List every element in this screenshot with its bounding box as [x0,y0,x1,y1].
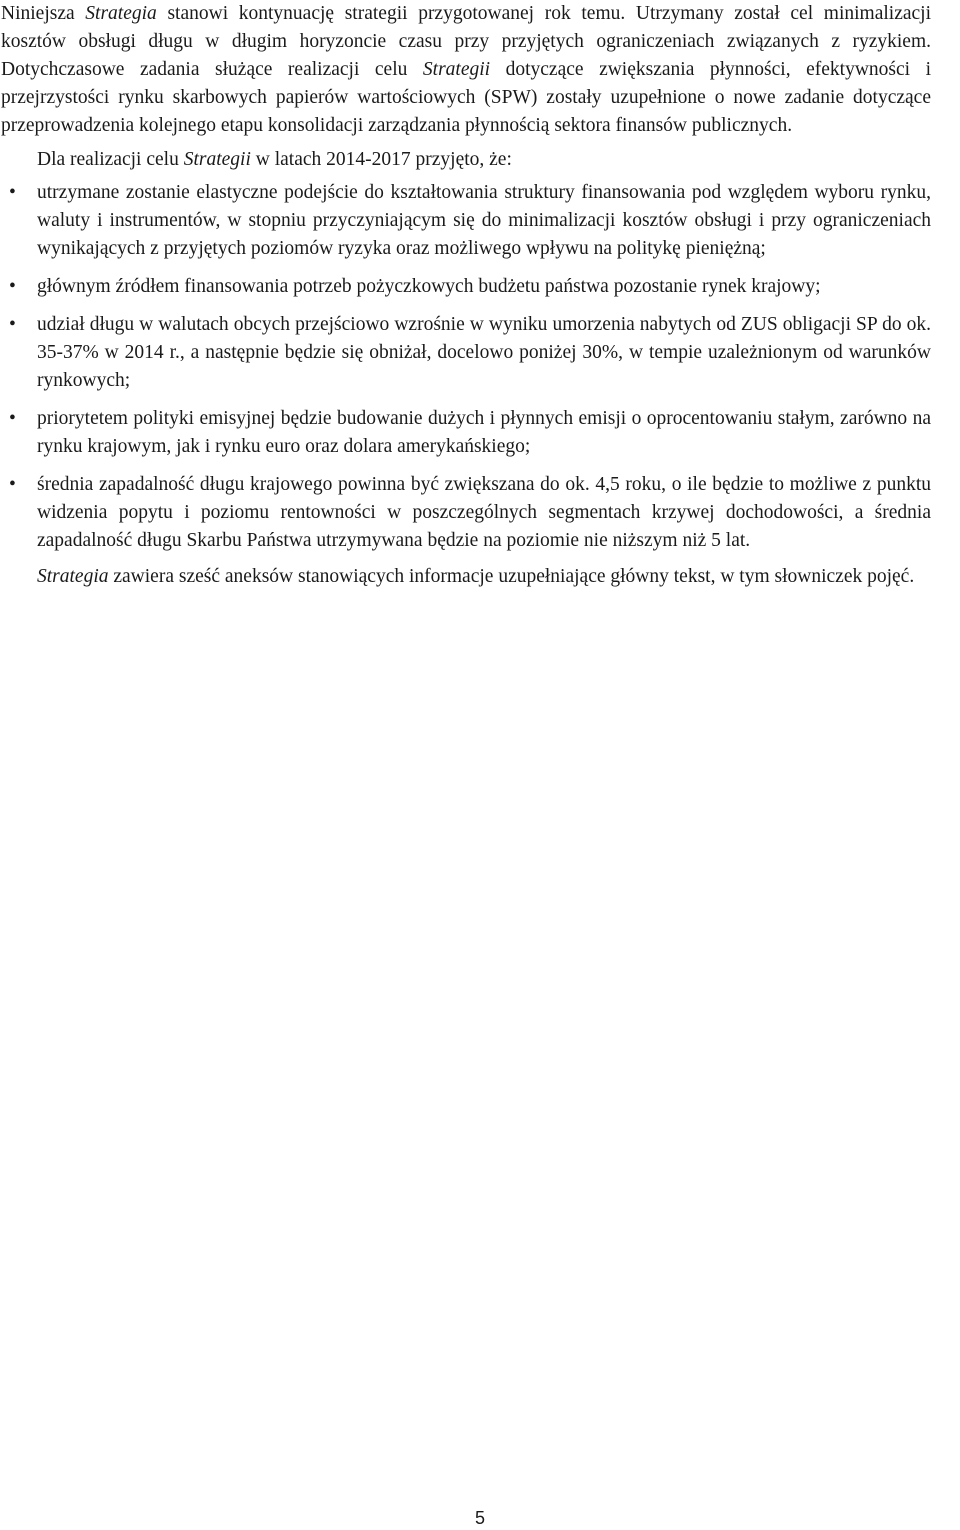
text-run: stanowi kontynuację strategii przygotowanej rok temu. Utrzymany został cel minimalizacji kosztów obsługi długu w długim horyzoncie czasu przy przyjętych ograniczeniach związanych z ryzykiem. Dotychczasowe zadania służące realizacji celu [1,3,932,80]
bullet-icon: • [9,474,16,495]
list-item [1,471,931,555]
italic-text: Strategia [37,566,109,587]
italic-text: Strategia [85,3,157,24]
document-page [1,0,931,591]
bullet-icon: • [9,314,16,335]
list-item [1,311,931,395]
text-run: dotyczące zwiększania płynności, efektywności i przejrzystości rynku skarbowych papierów wartościowych (SPW) zostały uzupełnione o nowe zadanie dotyczące przeprowadzenia kolejnego etapu konsolidacji zarządzania płynnością sektora finansów publicznych. [1,59,932,136]
italic-text: Strategii [183,149,251,170]
text-run: utrzymane zostanie elastyczne podejście do kształtowania struktury finansowania pod względem wyboru rynku, waluty i instrumentów, w stopniu przyczyniającym się do minimalizacji kosztów obsługi i przy ograniczeniach wynikających z przyjętych poziomów ryzyka oraz możliwego wpływu na politykę pieniężną; [37,182,931,259]
text-run: średnia zapadalność długu krajowego powinna być zwiększana do ok. 4,5 roku, o ile będzie to możliwe z punktu widzenia popytu i poziomu rentowności w poszczególnych segmentach krzywej dochodowości, a średnia zapadalność długu Skarbu Państwa utrzymywana będzie na poziomie nie niższym niż 5 lat. [37,474,931,551]
italic-text: Strategii [422,59,491,80]
text-run: Niniejsza [1,3,86,24]
list-item-text [37,182,931,259]
bullet-icon: • [9,276,16,297]
text-run: w latach 2014-2017 przyjęto, że: [250,149,512,170]
list-item-text [37,276,821,297]
text-run: zawiera sześć aneksów stanowiących informacje uzupełniające główny tekst, w tym słowniczek pojęć. [108,566,915,587]
page-number: 5 [474,1508,485,1528]
list-item-text [37,408,931,457]
text-run: udział długu w walutach obcych przejściowo wzrośnie w wyniku umorzenia nabytych od ZUS obligacji SP do ok. 35-37% w 2014 r., a następnie będzie się obniżał, docelowo poniżej 30%, w tempie uzależnionym od warunków rynkowych; [37,314,931,391]
text-run: Dla realizacji celu [37,149,184,170]
bullet-list [1,179,931,555]
text-run: głównym źródłem finansowania potrzeb pożyczkowych budżetu państwa pozostanie rynek krajowy; [37,276,821,297]
list-item-text [37,474,931,551]
list-item-text [37,314,931,391]
list-item [1,179,931,263]
list-item [1,405,931,461]
list-item [1,273,931,301]
intro-paragraph [1,0,931,140]
lead-paragraph [1,146,931,174]
bullet-icon: • [9,408,16,429]
text-run: priorytetem polityki emisyjnej będzie budowanie dużych i płynnych emisji o oprocentowaniu stałym, zarówno na rynku krajowym, jak i rynku euro oraz dolara amerykańskiego; [37,408,931,457]
bullet-icon: • [9,182,16,203]
closing-paragraph [1,563,931,591]
